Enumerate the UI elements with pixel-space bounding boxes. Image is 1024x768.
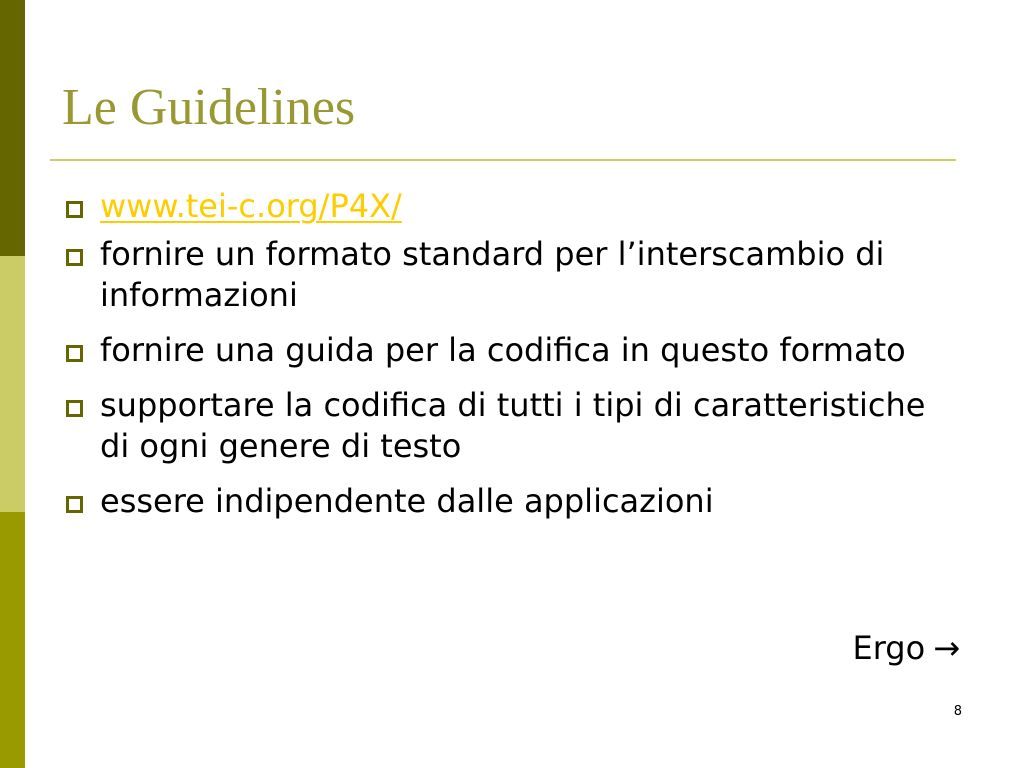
side-bar-top-segment <box>0 0 25 256</box>
bullet-item <box>62 234 962 316</box>
hollow-square-icon <box>66 345 83 362</box>
bullet-text: essere indipendente dalle applicazioni <box>100 482 714 520</box>
bullet-text: fornire un formato standard per l’interscambio di informazioni <box>100 235 885 314</box>
side-bar-bottom-segment <box>0 512 25 768</box>
hollow-square-icon <box>66 400 83 417</box>
bullet-text: fornire una guida per la codifica in questo formato <box>100 331 906 369</box>
bullet-text: supportare la codifica di tutti i tipi di caratteristiche di ogni genere di testo <box>100 386 926 465</box>
title-divider <box>50 159 956 161</box>
bullet-item <box>62 481 962 522</box>
ergo-label: Ergo <box>852 629 926 667</box>
ergo-label-group <box>852 628 960 669</box>
tei-link[interactable]: www.tei-c.org/P4X/ <box>100 187 402 225</box>
hollow-square-icon <box>66 201 83 218</box>
hollow-square-icon <box>66 496 83 513</box>
bullet-item-link <box>62 186 962 227</box>
right-arrow-icon: → <box>933 629 960 667</box>
slide-title: Le Guidelines <box>62 79 356 136</box>
bullet-item <box>62 330 962 371</box>
side-bar-middle-segment <box>0 256 25 512</box>
bullet-item <box>62 385 962 467</box>
hollow-square-icon <box>66 249 83 266</box>
page-number: 8 <box>953 704 962 719</box>
bullet-list <box>62 186 962 536</box>
